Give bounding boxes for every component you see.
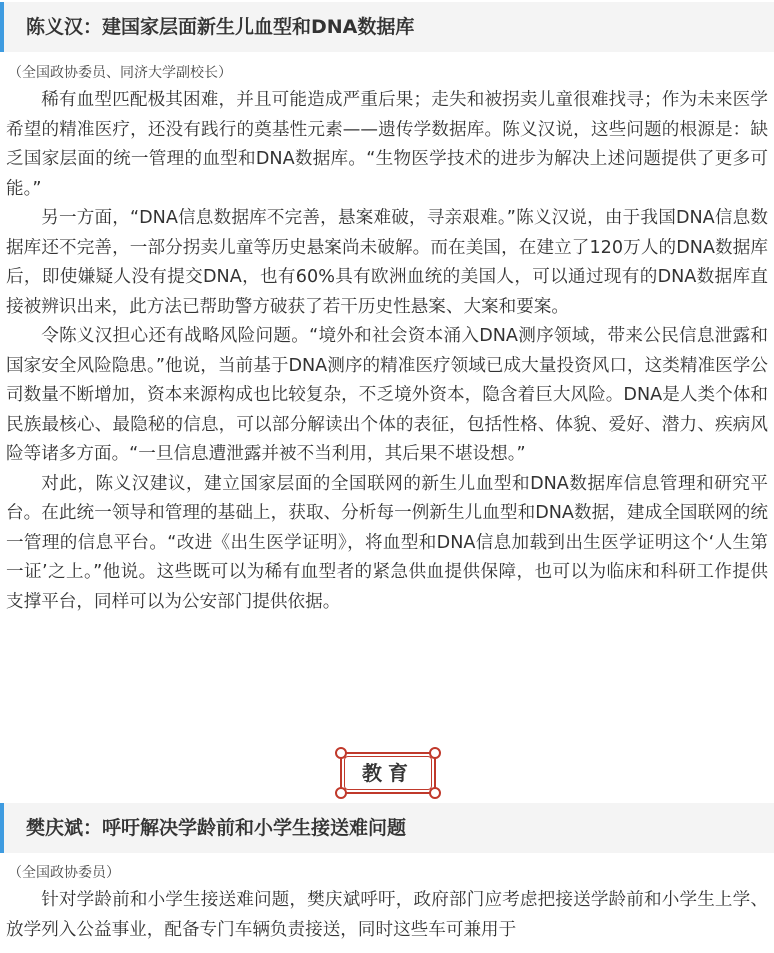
article-body xyxy=(6,86,768,617)
article-paragraph: 另一方面，“DNA信息数据库不完善，悬案难破，寻亲艰难。”陈义汉说，由于我国DNA信息数据库还不完善，一部分拐卖儿童等历史悬案尚未破解。而在美国，在建立了120万人的DNA数据库后，即使嫌疑人没有提交DNA，也有60%具有欧洲血统的美国人，可以通过现有的DNA数据库直接被辨识出来，此方法已帮助警方破获了若干历史性悬案、大案和要案。 xyxy=(6,208,768,317)
article-heading-bar xyxy=(0,2,774,52)
article-paragraph: 针对学龄前和小学生接送难问题，樊庆斌呼吁，政府部门应考虑把接送学龄前和小学生上学、放学列入公益事业，配备专门车辆负责接送，同时这些车可兼用于 xyxy=(6,890,768,940)
author-affiliation: （全国政协委员、同济大学副校长） xyxy=(8,65,232,81)
article-heading: 陈义汉：建国家层面新生儿血型和DNA数据库 xyxy=(26,16,415,38)
badge-corner-ornament xyxy=(335,747,347,759)
article-paragraph: 令陈义汉担心还有战略风险问题。“境外和社会资本涌入DNA测序领域，带来公民信息泄露和国家安全风险隐患。”他说，当前基于DNA测序的精准医疗领域已成大量投资风口，这类精准医学公司数量不断增加，资本来源构成也比较复杂，不乏境外资本，隐含着巨大风险。DNA是人类个体和民族最核心、最隐秘的信息，可以部分解读出个体的表征，包括性格、体貌、爱好、潜力、疾病风险等诸多方面。“一旦信息遭泄露并被不当利用，其后果不堪设想。” xyxy=(6,326,768,464)
badge-corner-ornament xyxy=(429,787,441,799)
article-heading: 樊庆斌：呼吁解决学龄前和小学生接送难问题 xyxy=(26,817,407,839)
author-affiliation: （全国政协委员） xyxy=(8,865,120,881)
article-heading-bar xyxy=(0,803,774,853)
category-badge xyxy=(340,752,436,794)
category-badge-label: 教育 xyxy=(344,756,432,790)
article-paragraph: 稀有血型匹配极其困难，并且可能造成严重后果；走失和被拐卖儿童很难找寻；作为未来医学希望的精准医疗，还没有践行的奠基性元素——遗传学数据库。陈义汉说，这些问题的根源是：缺乏国家层面的统一管理的血型和DNA数据库。“生物医学技术的进步为解决上述问题提供了更多可能。” xyxy=(6,90,768,199)
article-paragraph: 对此，陈义汉建议，建立国家层面的全国联网的新生儿血型和DNA数据库信息管理和研究平台。在此统一领导和管理的基础上，获取、分析每一例新生儿血型和DNA数据，建成全国联网的统一管理的信息平台。“改进《出生医学证明》，将血型和DNA信息加载到出生医学证明这个‘人生第一证’之上。”他说。这些既可以为稀有血型者的紧急供血提供保障，也可以为临床和科研工作提供支撑平台，同样可以为公安部门提供依据。 xyxy=(6,473,768,612)
badge-corner-ornament xyxy=(429,747,441,759)
badge-corner-ornament xyxy=(335,787,347,799)
article-body xyxy=(6,886,768,945)
